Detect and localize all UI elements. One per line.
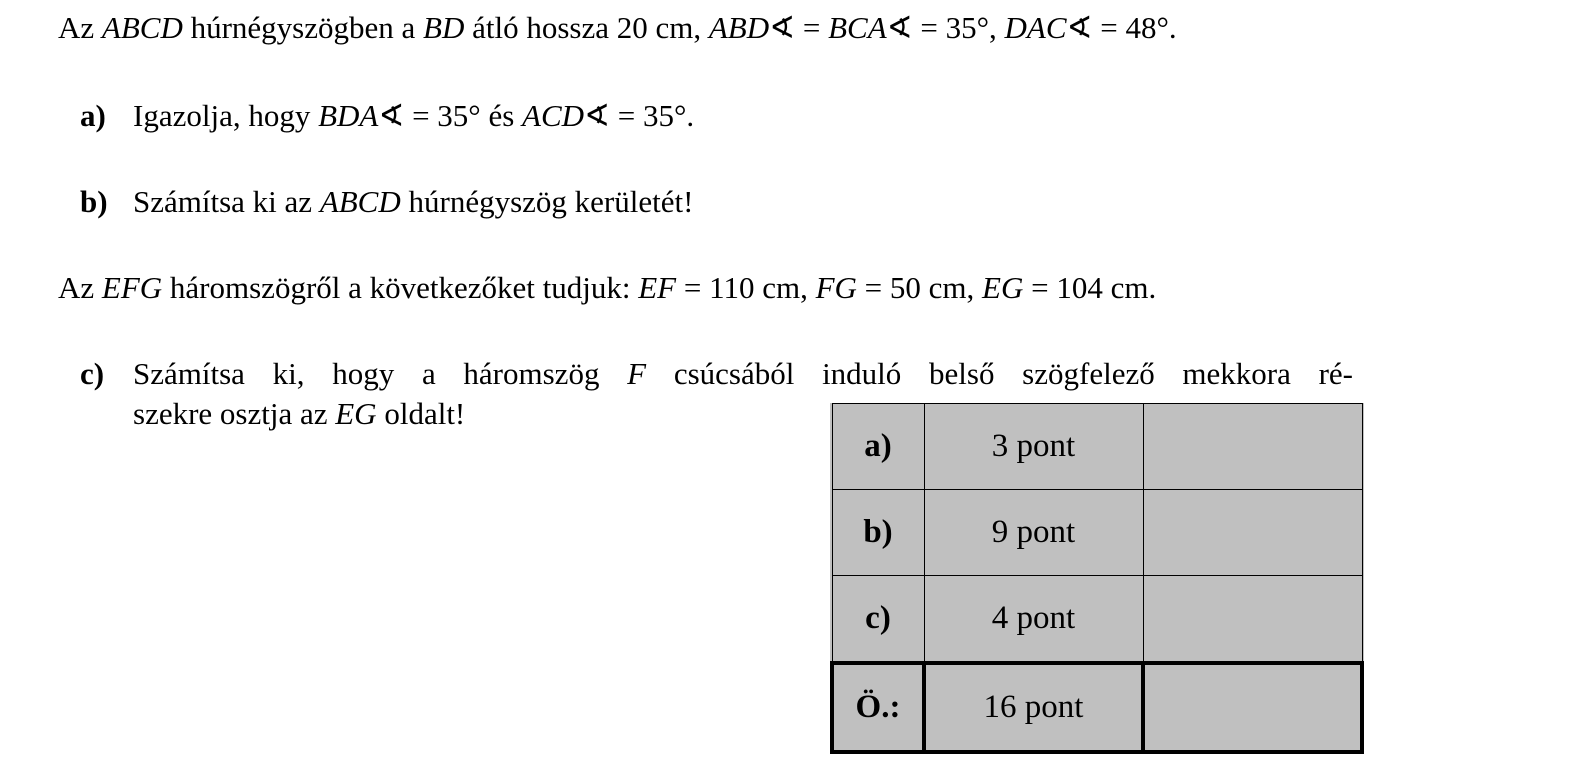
points-cell: 4 pont bbox=[924, 576, 1143, 664]
points-cell: 9 pont bbox=[924, 490, 1143, 576]
text: oldalt! bbox=[376, 396, 466, 431]
question-c-label: c) bbox=[80, 356, 105, 391]
text: ∢ = 35° és bbox=[378, 98, 523, 133]
points-cell: 3 pont bbox=[924, 404, 1143, 490]
text: ∢ = 35°, bbox=[886, 10, 1005, 45]
var-eg: EG bbox=[982, 270, 1024, 305]
var-bca: BCA bbox=[828, 10, 887, 45]
var-abd: ABD bbox=[708, 10, 770, 45]
text: húrnégyszögben a bbox=[182, 10, 424, 45]
var-ef: EF bbox=[638, 270, 677, 305]
total-row bbox=[832, 663, 1362, 752]
text: = 50 cm, bbox=[856, 270, 983, 305]
text: húrnégyszög kerületét! bbox=[400, 184, 694, 219]
total-label-cell: Ö.: bbox=[832, 663, 924, 752]
question-c-text-line2 bbox=[133, 396, 465, 432]
question-a-label: a) bbox=[80, 98, 106, 133]
text: = 110 cm, bbox=[676, 270, 816, 305]
score-cell[interactable] bbox=[1143, 576, 1362, 664]
text: Az bbox=[58, 270, 102, 305]
var-eg: EG bbox=[335, 396, 377, 431]
text: háromszögről a következőket tudjuk: bbox=[162, 270, 639, 305]
text: = 104 cm. bbox=[1023, 270, 1157, 305]
part-cell: a) bbox=[832, 404, 924, 490]
points-table bbox=[830, 403, 1364, 754]
table-row bbox=[832, 576, 1362, 664]
table-row bbox=[832, 490, 1362, 576]
text: ∢ = 35°. bbox=[584, 98, 695, 133]
question-b-text bbox=[133, 184, 693, 220]
text: Az bbox=[58, 10, 102, 45]
question-a-text bbox=[133, 98, 694, 134]
intro2-paragraph bbox=[58, 270, 1156, 306]
total-points-cell: 16 pont bbox=[924, 663, 1143, 752]
score-cell[interactable] bbox=[1143, 404, 1362, 490]
part-cell: c) bbox=[832, 576, 924, 664]
var-bd: BD bbox=[423, 10, 465, 45]
text: csúcsából induló belső szögfelező mekkora ré- bbox=[646, 356, 1354, 391]
text: Igazolja, hogy bbox=[133, 98, 319, 133]
var-abcd: ABCD bbox=[101, 10, 183, 45]
var-dac: DAC bbox=[1004, 10, 1067, 45]
total-score-cell[interactable] bbox=[1143, 663, 1362, 752]
var-acd: ACD bbox=[522, 98, 585, 133]
question-b-label: b) bbox=[80, 184, 108, 219]
var-abcd: ABCD bbox=[319, 184, 401, 219]
text: szekre osztja az bbox=[133, 396, 336, 431]
var-fg: FG bbox=[815, 270, 857, 305]
text: Számítsa ki az bbox=[133, 184, 320, 219]
text: Számítsa ki, hogy a háromszög bbox=[133, 356, 628, 391]
text: ∢ = 48°. bbox=[1066, 10, 1177, 45]
part-cell: b) bbox=[832, 490, 924, 576]
text: átló hossza 20 cm, bbox=[464, 10, 709, 45]
var-bda: BDA bbox=[318, 98, 379, 133]
var-f: F bbox=[627, 356, 647, 391]
var-efg: EFG bbox=[101, 270, 163, 305]
table-row bbox=[832, 404, 1362, 490]
text: ∢ = bbox=[769, 10, 829, 45]
score-cell[interactable] bbox=[1143, 490, 1362, 576]
intro-paragraph bbox=[58, 10, 1177, 46]
question-c-text-line1 bbox=[133, 356, 1353, 392]
